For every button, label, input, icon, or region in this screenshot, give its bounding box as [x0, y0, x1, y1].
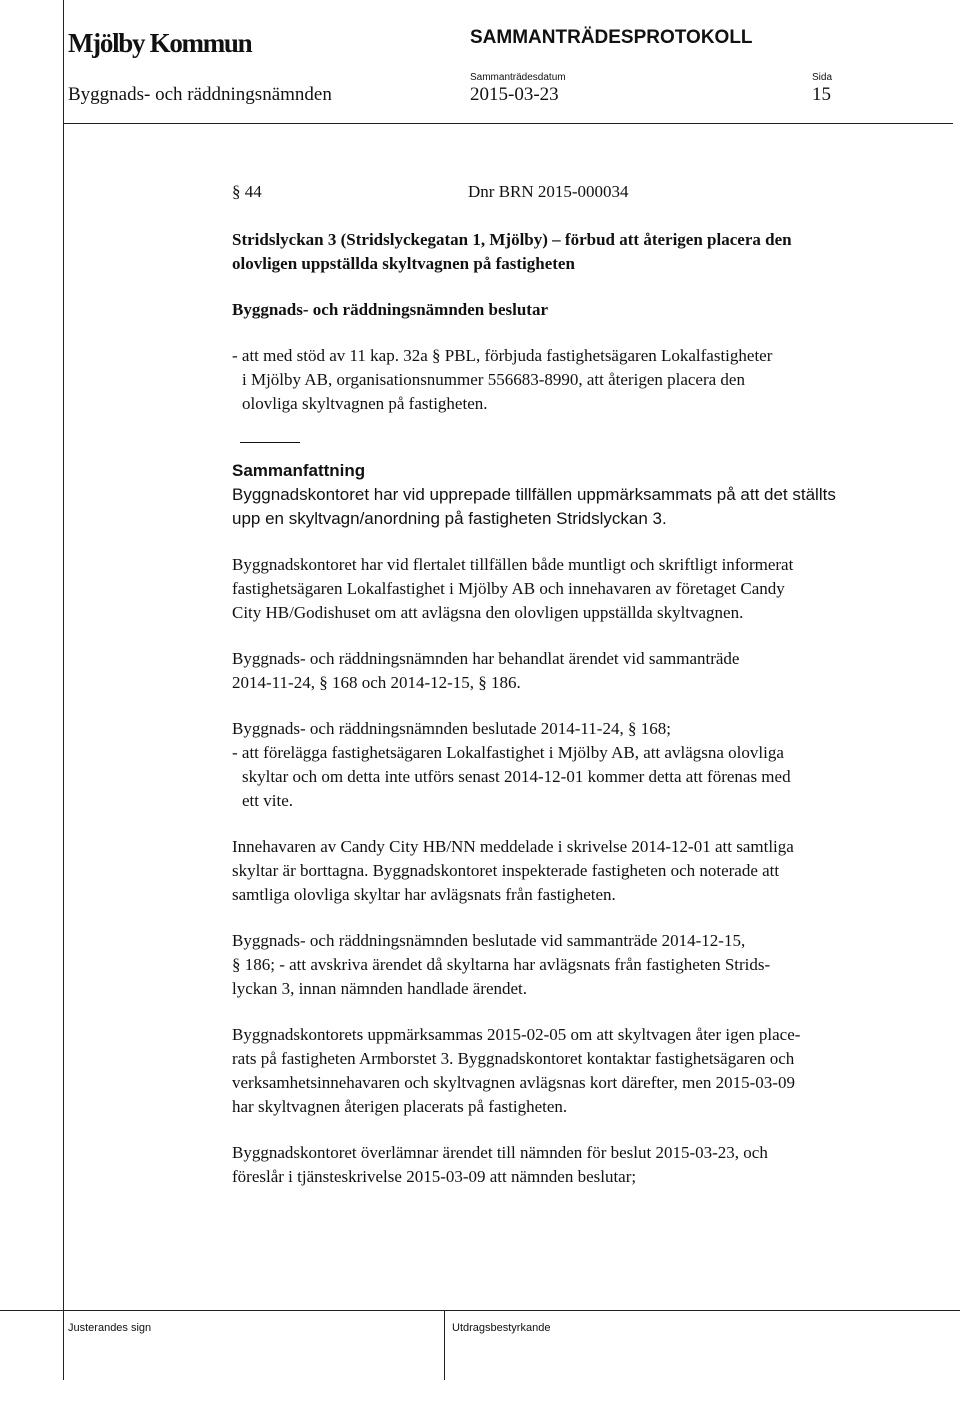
summary-paragraph [232, 717, 932, 813]
certified-extract-label: Utdragsbestyrkande [452, 1322, 551, 1334]
paragraph-number: § 44 [232, 182, 262, 201]
decision-line: i Mjölby AB, organisationsnummer 556683-8990, att återigen placera den [242, 370, 745, 389]
summary-heading: Sammanfattning [232, 461, 366, 480]
document-body [232, 178, 932, 1189]
municipality-name: Mjölby Kommun [68, 28, 252, 58]
summary-paragraph [232, 553, 932, 625]
summary-line: verksamhetsinnehavaren och skyltvagnen avlägsnas kort därefter, men 2015-03-09 [232, 1073, 795, 1092]
summary-line: ett vite. [242, 791, 293, 810]
summary-line: City HB/Godishuset om att avlägsna den olovligen uppställda skyltvagnen. [232, 603, 744, 622]
summary-line: Byggnadskontoret överlämnar ärendet till nämnden för beslut 2015-03-23, och [232, 1143, 768, 1162]
summary-line: 2014-11-24, § 168 och 2014-12-15, § 186. [232, 673, 521, 692]
page-label: Sida [812, 72, 833, 83]
board-name: Byggnads- och räddningsnämnden [68, 84, 332, 105]
summary-line: - att förelägga fastighetsägaren Lokalfastighet i Mjölby AB, att avlägsna olovliga [232, 743, 784, 762]
summary-line: Byggnads- och räddningsnämnden beslutade vid sammanträde 2014-12-15, [232, 931, 746, 950]
summary-line: Byggnads- och räddningsnämnden beslutade 2014-11-24, § 168; [232, 719, 671, 738]
summary-line: § 186; - att avskriva ärendet då skyltarna har avlägsnats från fastigheten Strids- [232, 955, 771, 974]
summary-paragraph [232, 1141, 932, 1189]
footer-column-divider [444, 1310, 445, 1380]
footer-divider [0, 1310, 960, 1311]
case-title [232, 228, 932, 276]
summary-paragraph [232, 1023, 932, 1119]
summary-line: Byggnadskontorets uppmärksammas 2015-02-05 om att skyltvagen åter igen place- [232, 1025, 801, 1044]
summary-line: har skyltvagnen återigen placerats på fastigheten. [232, 1097, 568, 1116]
case-number-row [232, 180, 932, 204]
decision-line: olovliga skyltvagnen på fastigheten. [242, 394, 488, 413]
decision-line: - att med stöd av 11 kap. 32a § PBL, förbjuda fastighetsägaren Lokalfastigheter [232, 346, 773, 365]
summary-line: upp en skyltvagn/anordning på fastigheten Stridslyckan 3. [232, 509, 667, 528]
summary-line: skyltar och om detta inte utförs senast 2014-12-01 kommer detta att förenas med [242, 767, 791, 786]
summary-line: skyltar är borttagna. Byggnadskontoret inspekterade fastigheten och noterade att [232, 861, 780, 880]
date-label: Sammanträdesdatum [470, 72, 566, 83]
summary-paragraph [232, 835, 932, 907]
summary-line: föreslår i tjänsteskrivelse 2015-03-09 att nämnden beslutar; [232, 1167, 637, 1186]
case-title-line: Stridslyckan 3 (Stridslyckegatan 1, Mjölby) – förbud att återigen placera den [232, 230, 792, 249]
summary-paragraph [232, 929, 932, 1001]
summary-line: samtliga olovliga skyltar har avlägsnats från fastigheten. [232, 885, 616, 904]
summary-line: Byggnads- och räddningsnämnden har behandlat ärendet vid sammanträde [232, 649, 740, 668]
decision-text [232, 344, 932, 416]
meeting-date: 2015-03-23 [470, 84, 559, 105]
summary-line: Innehavaren av Candy City HB/NN meddelade i skrivelse 2014-12-01 att samtliga [232, 837, 794, 856]
summary-line: rats på fastigheten Armborstet 3. Byggnadskontoret kontaktar fastighetsägaren och [232, 1049, 795, 1068]
case-title-line: olovligen uppställda skyltvagnen på fastigheten [232, 254, 575, 273]
summary-line: fastighetsägaren Lokalfastighet i Mjölby AB och innehavaren av företaget Candy [232, 579, 785, 598]
summary-line: Byggnadskontoret har vid upprepade tillfällen uppmärksammats på att det ställts [232, 485, 836, 504]
page-number: 15 [812, 84, 831, 105]
protocol-title: SAMMANTRÄDESPROTOKOLL [470, 27, 753, 48]
summary-line: Byggnadskontoret har vid flertalet tillfällen både muntligt och skriftligt informerat [232, 555, 794, 574]
header-divider [63, 123, 953, 124]
dnr-number: Dnr BRN 2015-000034 [468, 182, 629, 201]
adjuster-sign-label: Justerandes sign [68, 1322, 152, 1334]
decision-heading: Byggnads- och räddningsnämnden beslutar [232, 300, 549, 319]
section-separator [240, 442, 300, 443]
summary-paragraph [232, 483, 932, 531]
summary-line: lyckan 3, innan nämnden handlade ärendet. [232, 979, 528, 998]
summary-paragraph [232, 647, 932, 695]
margin-vertical-rule [63, 0, 64, 1380]
